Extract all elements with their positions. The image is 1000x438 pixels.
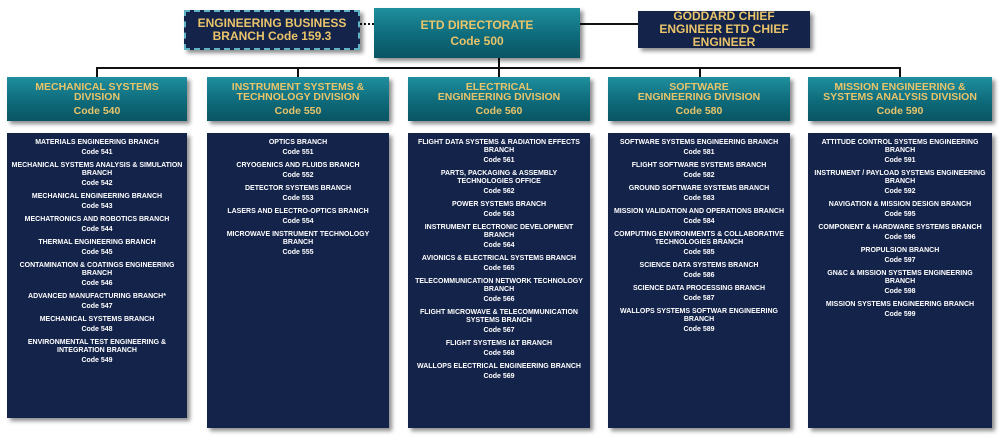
branch-code: Code 569 [483,373,515,380]
branch-code: Code 554 [282,218,314,225]
branch-list-580 [608,133,790,428]
branch-item [808,201,992,219]
branch-code: Code 542 [81,180,113,187]
branch-list-590 [808,133,992,428]
branch-code: Code 568 [483,350,515,357]
division-name: SOFTWARE ENGINEERING DIVISION [637,80,761,103]
branch-code: Code 544 [81,226,113,233]
branch-item [608,162,790,180]
division-name: MECHANICAL SYSTEMS DIVISION [35,80,159,103]
branch-name: FLIGHT MICROWAVE & TELECOMMUNICATION SYSTEMS BRANCH [419,309,578,324]
division-code: Code 560 [475,104,523,117]
branch-code: Code 589 [683,326,715,333]
branch-item [808,139,992,165]
branch-name: MISSION VALIDATION AND OPERATIONS BRANCH [613,208,785,215]
division-name: MISSION ENGINEERING & SYSTEMS ANALYSIS DIVISION [823,80,977,103]
branch-code: Code 546 [81,280,113,287]
branch-item [808,224,992,242]
branch-item [7,162,187,188]
branch-name: GROUND SOFTWARE SYSTEMS BRANCH [628,185,770,192]
branch-code: Code 582 [683,172,715,179]
branch-name: THERMAL ENGINEERING BRANCH [38,239,156,246]
division-code: Code 580 [675,104,723,117]
division-header-540 [7,77,187,121]
branch-list-560 [408,133,590,428]
branch-code: Code 581 [683,149,715,156]
branch-list-550 [207,133,389,428]
division-header-550 [207,77,389,121]
branch-item [808,301,992,319]
branch-item [608,262,790,280]
connector-div-590 [899,67,901,77]
directorate-box [374,8,580,58]
branch-name: WALLOPS SYSTEMS SOFTWAR ENGINEERING BRANCH [620,308,778,323]
branch-name: GN&C & MISSION SYSTEMS ENGINEERING BRANCH [827,270,973,285]
branch-code: Code 598 [884,288,916,295]
branch-name: MATERIALS ENGINEERING BRANCH [35,139,159,146]
branch-name: SCIENCE DATA PROCESSING BRANCH [632,285,766,292]
branch-code: Code 567 [483,327,515,334]
connector-div-550 [297,67,299,77]
branch-name: POWER SYSTEMS BRANCH [451,201,547,208]
branch-item [808,270,992,296]
branch-code: Code 591 [884,157,916,164]
branch-name: WALLOPS ELECTRICAL ENGINEERING BRANCH [417,363,581,370]
branch-item [608,285,790,303]
branch-item [408,224,590,250]
branch-code: Code 564 [483,242,515,249]
branch-code: Code 592 [884,188,916,195]
branch-name: FLIGHT SOFTWARE SYSTEMS BRANCH [631,162,767,169]
branch-item [408,340,590,358]
division-name: ELECTRICAL ENGINEERING DIVISION [437,80,561,103]
branch-item [408,255,590,273]
branch-name: TELECOMMUNICATION NETWORK TECHNOLOGY BRANCH [415,278,583,293]
connector-chief [580,23,638,25]
branch-code: Code 563 [483,211,515,218]
branch-code: Code 566 [483,296,515,303]
division-header-580 [608,77,790,121]
branch-code: Code 547 [81,303,113,310]
branch-name: INSTRUMENT / PAYLOAD SYSTEMS ENGINEERING BRANCH [814,170,986,185]
branch-name: OPTICS BRANCH [268,139,328,146]
branch-item [408,278,590,304]
branch-name: SCIENCE DATA SYSTEMS BRANCH [639,262,759,269]
division-name: INSTRUMENT SYSTEMS & TECHNOLOGY DIVISION [231,80,365,103]
division-code: Code 590 [876,104,924,117]
branch-item [7,293,187,311]
branch-code: Code 562 [483,188,515,195]
branch-code: Code 597 [884,257,916,264]
branch-item [808,247,992,265]
branch-item [7,339,187,365]
branch-item [207,162,389,180]
branch-code: Code 552 [282,172,314,179]
directorate-code: Code 500 [450,33,504,48]
branch-code: Code 561 [483,157,515,164]
branch-list-540 [7,133,187,418]
branch-item [207,208,389,226]
branch-item [608,231,790,257]
business-branch-box [184,10,360,50]
branch-name: COMPONENT & HARDWARE SYSTEMS BRANCH [818,224,982,231]
branch-name: FLIGHT SYSTEMS I&T BRANCH [445,340,553,347]
branch-item [207,185,389,203]
branch-code: Code 587 [683,295,715,302]
branch-code: Code 545 [81,249,113,256]
branch-item [608,308,790,334]
branch-item [207,139,389,157]
branch-code: Code 543 [81,203,113,210]
branch-item [608,208,790,226]
branch-item [808,170,992,196]
branch-code: Code 583 [683,195,715,202]
branch-code: Code 548 [81,326,113,333]
branch-code: Code 586 [683,272,715,279]
branch-name: PROPULSION BRANCH [860,247,940,254]
branch-item [408,363,590,381]
connector-div-540 [96,67,98,77]
branch-code: Code 551 [282,149,314,156]
branch-code: Code 549 [81,357,113,364]
branch-name: CONTAMINATION & COATINGS ENGINEERING BRANCH [19,262,175,277]
branch-code: Code 555 [282,249,314,256]
division-header-590 [808,77,992,121]
business-branch-title: ENGINEERING BUSINESS BRANCH Code 159.3 [197,16,347,43]
branch-code: Code 553 [282,195,314,202]
branch-item [7,316,187,334]
branch-code: Code 541 [81,149,113,156]
branch-code: Code 596 [884,234,916,241]
branch-item [7,216,187,234]
branch-name: MECHANICAL ENGINEERING BRANCH [31,193,163,200]
branch-name: CRYOGENICS AND FLUIDS BRANCH [236,162,360,169]
branch-item [207,231,389,257]
branch-item [608,185,790,203]
directorate-title: ETD DIRECTORATE [420,17,534,32]
branch-code: Code 595 [884,211,916,218]
branch-code: Code 585 [683,249,715,256]
branch-name: MECHANICAL SYSTEMS BRANCH [39,316,155,323]
branch-code: Code 599 [884,311,916,318]
connector-div-560 [498,67,500,77]
branch-name: MECHATRONICS AND ROBOTICS BRANCH [24,216,170,223]
branch-code: Code 584 [683,218,715,225]
branch-item [608,139,790,157]
branch-item [408,309,590,335]
branch-name: ENVIRONMENTAL TEST ENGINEERING & INTEGRATION BRANCH [27,339,167,354]
branch-code: Code 565 [483,265,515,272]
chief-engineer-title: GODDARD CHIEF ENGINEER ETD CHIEF ENGINEER [659,9,789,49]
branch-name: ADVANCED MANUFACTURING BRANCH* [28,293,166,300]
branch-name: AVIONICS & ELECTRICAL SYSTEMS BRANCH [421,255,577,262]
branch-name: NAVIGATION & MISSION DESIGN BRANCH [828,201,972,208]
branch-name: COMPUTING ENVIRONMENTS & COLLABORATIVE TECHNOLOGIES BRANCH [614,231,784,246]
branch-name: SOFTWARE SYSTEMS ENGINEERING BRANCH [619,139,779,146]
branch-name: ATTITUDE CONTROL SYSTEMS ENGINEERING BRANCH [821,139,979,154]
branch-name: MICROWAVE INSTRUMENT TECHNOLOGY BRANCH [226,231,370,246]
branch-item [408,139,590,165]
branch-name: MECHANICAL SYSTEMS ANALYSIS & SIMULATION BRANCH [11,162,183,177]
branch-name: LASERS AND ELECTRO-OPTICS BRANCH [227,208,369,215]
branch-name: DETECTOR SYSTEMS BRANCH [244,185,352,192]
branch-item [7,239,187,257]
branch-name: MISSION SYSTEMS ENGINEERING BRANCH [825,301,975,308]
branch-name: INSTRUMENT ELECTRONIC DEVELOPMENT BRANCH [424,224,574,239]
branch-name: PARTS, PACKAGING & ASSEMBLY TECHNOLOGIES OFFICE [440,170,558,185]
branch-item [7,139,187,157]
branch-name: FLIGHT DATA SYSTEMS & RADIATION EFFECTS BRANCH [418,139,580,154]
connector-div-580 [699,67,701,77]
division-code: Code 550 [274,104,322,117]
branch-item [408,170,590,196]
division-header-560 [408,77,590,121]
dotted-connector-business [360,23,374,25]
branch-item [7,193,187,211]
division-code: Code 540 [73,104,121,117]
branch-item [408,201,590,219]
branch-item [7,262,187,288]
chief-engineer-box [638,11,810,48]
